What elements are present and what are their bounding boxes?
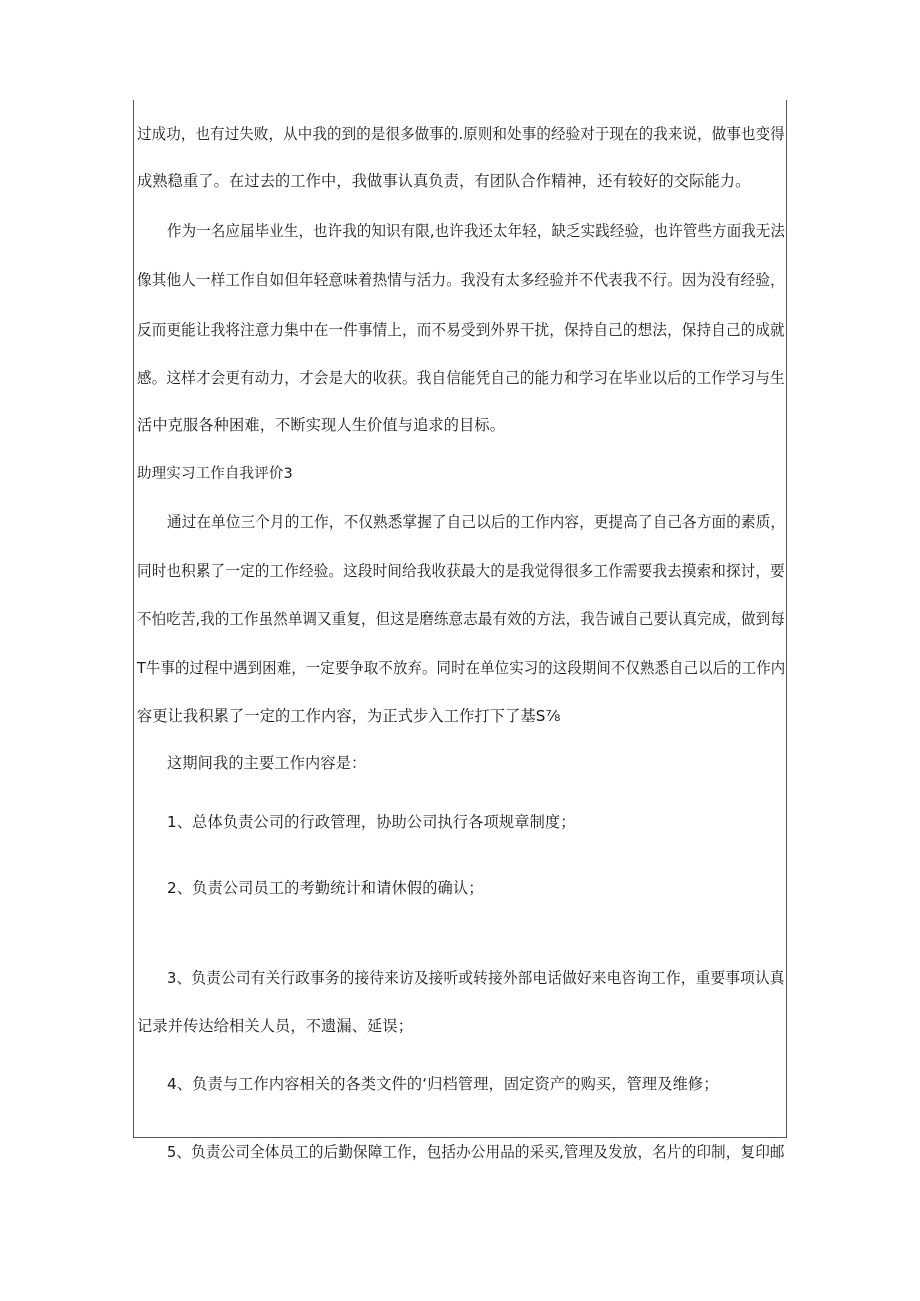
list-item-1: 1、总体负责公司的行政管理，协助公司执行各项规章制度； — [167, 813, 576, 831]
paragraph-3-line-3: 不怕吃苦,我的工作虽然单调又重复，但这是磨练意志最有效的方法，我告诫自己要认真完成，做到每 — [137, 610, 785, 628]
list-item-5: 5、负责公司全体员工的后勤保障工作，包括办公用品的采买,管理及发放，名片的印制，复印邮 — [167, 1143, 785, 1161]
list-item-3-line-2: 记录并传达给相关人员，不遗漏、延误； — [137, 1017, 414, 1035]
table-border-right — [786, 100, 787, 1138]
paragraph-4: 这期间我的主要工作内容是： — [167, 754, 367, 772]
paragraph-1-line-2: 成熟稳重了。在过去的工作中，我做事认真负责，有团队合作精神，还有较好的交际能力。 — [137, 172, 751, 190]
list-item-3-line-1: 3、负责公司有关行政事务的接待来访及接听或转接外部电话做好来电咨询工作，重要事项认真 — [167, 969, 785, 987]
paragraph-3-line-4: T牛事的过程中遇到困难，一定要争取不放弃。同时在单位实习的这段期间不仅熟悉自己以后的工作内 — [137, 659, 786, 677]
section-heading: 助理实习工作自我评价3 — [137, 466, 293, 482]
paragraph-3-line-1: 通过在单位三个月的工作，不仅熟悉掌握了自己以后的工作内容，更提高了自己各方面的素质， — [167, 513, 786, 531]
paragraph-2-line-5: 活中克服各种困难，不断实现人生价值与追求的目标。 — [137, 416, 506, 434]
paragraph-2-line-2: 像其他人一样工作自如但年轻意味着热情与活力。我没有太多经验并不代表我不行。因为没有经验， — [137, 271, 785, 289]
paragraph-3-line-5: 容更让我积累了一定的工作内容，为正式步入工作打下了基S⅞ — [137, 707, 561, 725]
paragraph-1-line-1: 过成功，也有过失败，从中我的到的是很多做事的.原则和处事的经验对于现在的我来说，做事也变得 — [137, 125, 785, 143]
list-item-2: 2、负责公司员工的考勤统计和请休假的确认； — [167, 879, 484, 897]
table-border-bottom — [133, 1137, 787, 1138]
paragraph-2-line-1: 作为一名应届毕业生，也许我的知识有限,也许我还太年轻，缺乏实践经验，也许管些方面我无法 — [167, 222, 786, 240]
paragraph-2-line-3: 反而更能让我将注意力集中在一件事情上，而不易受到外界干扰，保持自己的想法，保持自己的成就 — [137, 321, 785, 339]
paragraph-3-line-2: 同时也积累了一定的工作经验。这段时间给我收获最大的是我觉得很多工作需要我去摸索和探讨，要 — [137, 562, 785, 580]
list-item-4: 4、负责与工作内容相关的各类文件的‘归档管理，固定资产的购买，管理及维修； — [167, 1075, 719, 1093]
paragraph-2-line-4: 感。这样才会更有动力，才会是大的收获。我自信能凭自己的能力和学习在毕业以后的工作学习与生 — [137, 369, 785, 387]
table-border-left — [133, 100, 134, 1138]
